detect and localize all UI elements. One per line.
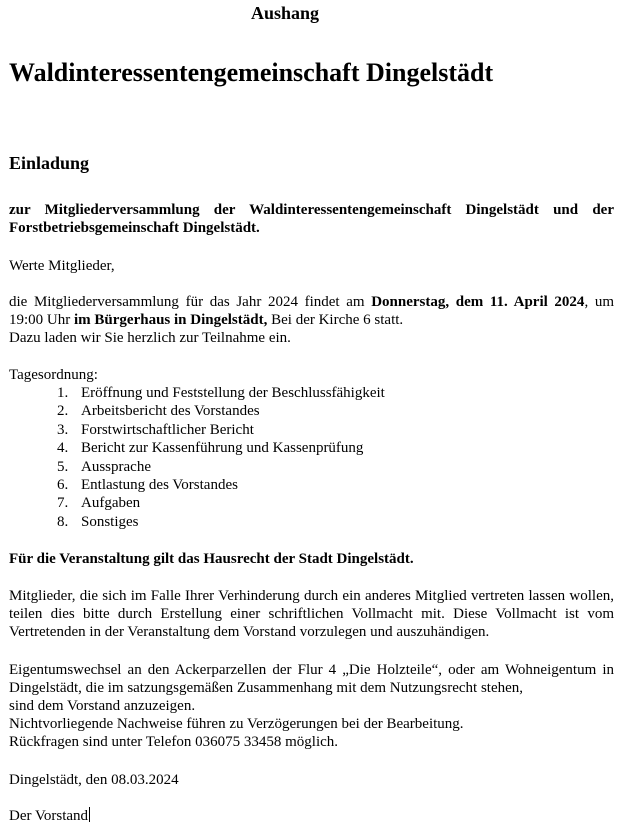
agenda-item	[57, 458, 537, 476]
agenda-item	[57, 494, 537, 512]
agenda-item-number: 5.	[57, 458, 69, 475]
agenda-item	[57, 421, 537, 439]
document-title: Waldinteressentengemeinschaft Dingelstädt	[9, 58, 494, 87]
signature: Der Vorstand	[9, 808, 89, 824]
agenda-item-number: 1.	[57, 385, 69, 401]
agenda-item-number: 7.	[57, 495, 69, 512]
house-rules-notice: Für die Veranstaltung gilt das Hausrecht der Stadt Dingelstädt.	[9, 551, 414, 567]
agenda-item-number: 3.	[57, 421, 69, 438]
meeting-date: Donnerstag, dem 11. April 2024	[371, 294, 585, 310]
agenda-item-number: 4.	[57, 440, 69, 457]
signature-line	[9, 807, 614, 825]
agenda-item	[57, 384, 537, 402]
intro-text-2: , um 19:00 Uhr	[9, 294, 614, 328]
agenda-item-text: Bericht zur Kassenführung und Kassenprüfung	[81, 440, 364, 457]
agenda-item	[57, 439, 537, 457]
agenda-item	[57, 513, 537, 531]
intro-paragraph	[9, 293, 614, 347]
agenda-item-number: 6.	[57, 477, 69, 494]
intro-text-3: Bei der Kirche 6 statt.	[267, 312, 404, 328]
intro-text-4: Dazu laden wir Sie herzlich zur Teilnahme ein.	[9, 330, 291, 346]
place-date: Dingelstädt, den 08.03.2024	[9, 772, 179, 788]
agenda-item-text: Aussprache	[81, 458, 151, 475]
agenda-item-text: Aufgaben	[81, 495, 141, 512]
agenda-item	[57, 402, 537, 420]
meeting-venue: im Bürgerhaus in Dingelstädt,	[74, 312, 268, 328]
ownership-line-2: sind dem Vorstand anzuzeigen.	[9, 698, 196, 714]
agenda-item-text: Sonstiges	[81, 513, 139, 530]
agenda-item-text: Forstwirtschaftlicher Bericht	[81, 421, 254, 438]
proxy-paragraph: Mitglieder, die sich im Falle Ihrer Verhinderung durch ein anderes Mitglied vertreten lassen wollen, teilen dies bitte durch Erstellung einer schriftlichen Vollmacht mit. Diese Vollmacht ist vom Vertretenden in der Veranstaltung dem Vorstand vorzulegen und auszuhändigen.	[9, 588, 614, 640]
ownership-line-3: Nichtvorliegende Nachweise führen zu Verzögerungen bei der Bearbeitung.	[9, 716, 464, 732]
agenda-item	[57, 476, 537, 494]
invitation-heading: Einladung	[9, 153, 90, 173]
ownership-paragraph	[9, 661, 614, 751]
agenda-item-text: Entlastung des Vorstandes	[81, 477, 238, 494]
invitation-subject: zur Mitgliederversammlung der Waldinteressentengemeinschaft Dingelstädt und der Forstbetriebsgemeinschaft Dingelstädt.	[9, 202, 614, 236]
agenda-label: Tagesordnung:	[9, 367, 98, 383]
agenda-item-number: 8.	[57, 513, 69, 530]
agenda-item-text: Eröffnung und Feststellung der Beschlussfähigkeit	[81, 385, 385, 401]
ownership-line-4: Rückfragen sind unter Telefon 036075 33458 möglich.	[9, 734, 339, 750]
notice-heading: Aushang	[250, 3, 320, 23]
intro-text-1: die Mitgliederversammlung für das Jahr 2024 findet am	[9, 294, 372, 310]
salutation: Werte Mitglieder,	[9, 258, 115, 274]
agenda-item-text: Arbeitsbericht des Vorstandes	[81, 403, 260, 420]
ownership-line-1: Eigentumswechsel an den Ackerparzellen der Flur 4 „Die Holzteile“, oder am Wohneigentum in Dingelstädt, die im satzungsgemäßen Zusammenhang mit dem Nutzungsrecht stehen,	[9, 662, 614, 696]
agenda-item-number: 2.	[57, 403, 69, 420]
text-cursor	[89, 807, 90, 822]
agenda-list	[57, 384, 537, 531]
